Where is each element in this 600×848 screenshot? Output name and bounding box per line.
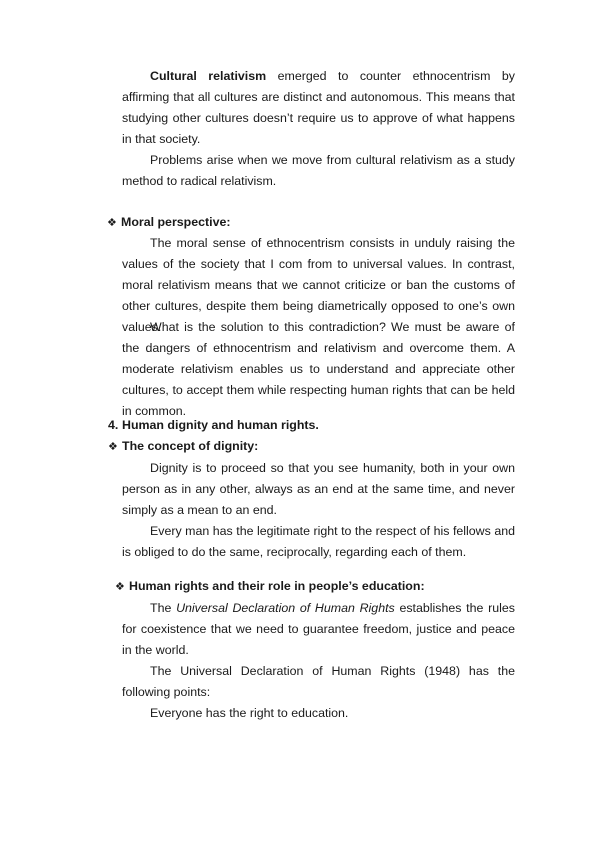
- heading-text: The concept of dignity:: [122, 439, 259, 453]
- section-number: 4.: [108, 418, 119, 432]
- heading-section-4: [108, 415, 319, 435]
- paragraph-legitimate-right: Every man has the legitimate right to the respect of his fellows and is obliged to do the same, reciprocally, regarding each of them.: [122, 524, 515, 559]
- paragraph-text: The: [150, 601, 177, 615]
- term-cultural-relativism: Cultural relativism: [150, 69, 267, 83]
- heading-human-rights-education: [115, 576, 425, 597]
- paragraph-text: emerged to counter ethnocentrism by affirming that all cultures are distinct and autonomous. This means that studying other cultures doesn’t require us to approve of what happens in that society.: [122, 69, 515, 146]
- diamond-bullet-icon: ❖: [107, 217, 117, 229]
- paragraph-text: establishes the rules for coexistence that we need to guarantee freedom, justice and peace in the world.: [122, 601, 515, 657]
- heading-concept-of-dignity: [108, 436, 258, 457]
- paragraph-dignity-definition: Dignity is to proceed so that you see humanity, both in your own person as in any other, always as an end at the same time, and never simply as a mean to an end.: [122, 461, 515, 517]
- heading-text: Moral perspective:: [121, 215, 231, 229]
- heading-text: Human dignity and human rights.: [122, 418, 319, 432]
- heading-moral-perspective: [107, 212, 231, 233]
- paragraph-problems: Problems arise when we move from cultural relativism as a study method to radical relativism.: [122, 153, 515, 188]
- paragraph-solution: What is the solution to this contradiction? We must be aware of the dangers of ethnocentrism and relativism and overcome them. A moderate relativism enables us to understand and appreciate other cultures, to accept them while respecting human rights that can be held in common.: [122, 320, 515, 418]
- paragraph-following-points: The Universal Declaration of Human Rights (1948) has the following points:: [122, 664, 515, 699]
- paragraph-right-to-education: Everyone has the right to education.: [150, 706, 349, 720]
- diamond-bullet-icon: ❖: [108, 441, 118, 453]
- title-udhr: Universal Declaration of Human Rights: [176, 601, 395, 615]
- paragraph-moral-sense: The moral sense of ethnocentrism consists in unduly raising the values of the society that I com from to universal values. In contrast, moral relativism means that we cannot criticize or ban the customs of other cultures, despite them being diametrically opposed to one’s own values.: [122, 236, 515, 334]
- paragraph-cultural-relativism: [122, 66, 515, 150]
- paragraph-universal-declaration: [122, 598, 515, 661]
- heading-text: Human rights and their role in people’s education:: [129, 579, 425, 593]
- diamond-bullet-icon: ❖: [115, 581, 125, 593]
